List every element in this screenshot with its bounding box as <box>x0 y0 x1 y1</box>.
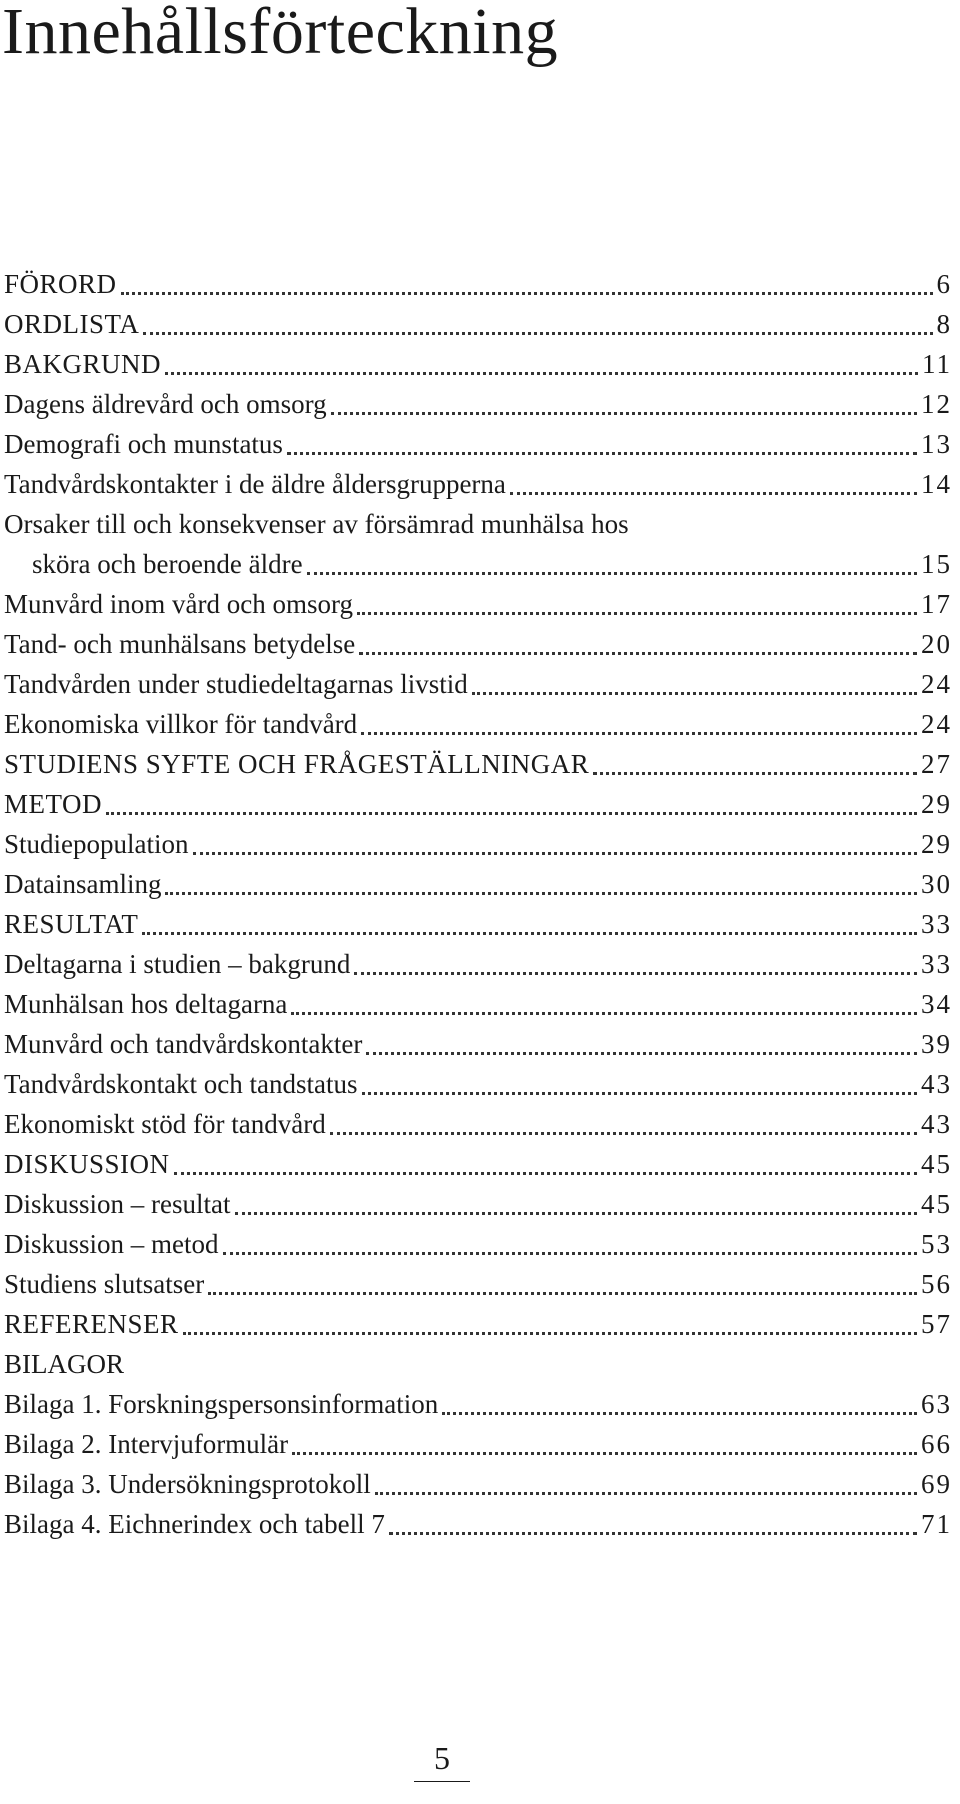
toc-entry-label: Ekonomiska villkor för tandvård <box>4 709 358 740</box>
toc-entry-page: 45 <box>921 1149 952 1180</box>
toc-entry[interactable] <box>4 786 952 826</box>
toc-entry[interactable] <box>4 1466 952 1506</box>
toc-dot-leader <box>165 372 918 375</box>
toc-entry-label: Munhälsan hos deltagarna <box>4 989 288 1020</box>
page-number: 5 <box>434 1740 450 1776</box>
toc-entry[interactable] <box>4 1066 952 1106</box>
toc-entry-label: Bilaga 1. Forskningspersonsinformation <box>4 1389 439 1420</box>
toc-entry[interactable] <box>4 626 952 666</box>
toc-entry-label: Dagens äldrevård och omsorg <box>4 389 327 420</box>
toc-dot-leader <box>121 292 933 295</box>
toc-dot-leader <box>389 1532 917 1535</box>
toc-entry-label: Diskussion – metod <box>4 1229 219 1260</box>
toc-entry-label: Ekonomiskt stöd för tandvård <box>4 1109 326 1140</box>
toc-dot-leader <box>357 612 917 615</box>
toc-entry[interactable] <box>4 546 952 586</box>
toc-entry[interactable] <box>4 1386 952 1426</box>
toc-dot-leader <box>106 812 917 815</box>
toc-entry-label: REFERENSER <box>4 1309 179 1340</box>
toc-entry-page: 14 <box>921 469 952 500</box>
toc-dot-leader <box>593 772 917 775</box>
toc-entry-label: RESULTAT <box>4 909 139 940</box>
toc-entry[interactable] <box>4 1426 952 1466</box>
toc-entry-label: Bilaga 4. Eichnerindex och tabell 7 <box>4 1509 385 1540</box>
toc-entry-label: Deltagarna i studien – bakgrund <box>4 949 351 980</box>
toc-entry-page: 56 <box>921 1269 952 1300</box>
toc-entry-page: 20 <box>921 629 952 660</box>
toc-entry-page: 39 <box>921 1029 952 1060</box>
toc-entry-page: 15 <box>921 549 952 580</box>
toc-entry-page: 30 <box>921 869 952 900</box>
page-number-rule <box>414 1781 470 1782</box>
toc-entry[interactable] <box>4 666 952 706</box>
toc-dot-leader <box>442 1412 917 1415</box>
toc-dot-leader <box>366 1052 917 1055</box>
toc-entry[interactable] <box>4 386 952 426</box>
toc-entry[interactable] <box>4 1346 952 1386</box>
toc-dot-leader <box>359 652 917 655</box>
toc-dot-leader <box>331 412 917 415</box>
toc-dot-leader <box>292 1452 917 1455</box>
toc-dot-leader <box>472 692 917 695</box>
toc-entry-label: sköra och beroende äldre <box>32 549 303 580</box>
toc-entry-page: 66 <box>921 1429 952 1460</box>
toc-dot-leader <box>208 1292 917 1295</box>
toc-entry[interactable] <box>4 906 952 946</box>
toc-entry-label: Tandvården under studiedeltagarnas livstid <box>4 669 468 700</box>
toc-entry[interactable] <box>4 1106 952 1146</box>
toc-entry[interactable] <box>4 306 952 346</box>
toc-entry-page: 12 <box>921 389 952 420</box>
toc-entry-page: 69 <box>921 1469 952 1500</box>
toc-dot-leader <box>223 1252 917 1255</box>
toc-dot-leader <box>330 1132 917 1135</box>
toc-entry[interactable] <box>4 346 952 386</box>
toc-entry-page: 43 <box>921 1069 952 1100</box>
toc-entry-page: 29 <box>921 789 952 820</box>
toc-entry-label: Demografi och munstatus <box>4 429 283 460</box>
toc-entry-label: Studiepopulation <box>4 829 189 860</box>
toc-dot-leader <box>287 452 917 455</box>
toc-entry-page: 33 <box>921 949 952 980</box>
toc-entry[interactable] <box>4 426 952 466</box>
toc-entry-page: 34 <box>921 989 952 1020</box>
toc-dot-leader <box>510 492 917 495</box>
toc-entry-label: Studiens slutsatser <box>4 1269 205 1300</box>
toc-entry[interactable] <box>4 866 952 906</box>
toc-dot-leader <box>143 332 932 335</box>
toc-entry-page: 29 <box>921 829 952 860</box>
toc-entry-label: Tandvårdskontakt och tandstatus <box>4 1069 358 1100</box>
toc-entry-page: 8 <box>936 309 952 340</box>
toc-entry-label: Tandvårdskontakter i de äldre åldersgrupperna <box>4 469 506 500</box>
toc-entry-page: 13 <box>921 429 952 460</box>
toc-entry[interactable] <box>4 506 952 546</box>
toc-entry-label: Munvård och tandvårdskontakter <box>4 1029 363 1060</box>
toc-entry-label: Orsaker till och konsekvenser av försämrad munhälsa hos <box>4 509 629 540</box>
toc-entry[interactable] <box>4 1266 952 1306</box>
toc-entry-page: 27 <box>921 749 952 780</box>
table-of-contents <box>4 266 952 1546</box>
toc-entry-page: 71 <box>921 1509 952 1540</box>
toc-entry-page: 57 <box>921 1309 952 1340</box>
toc-dot-leader <box>165 892 917 895</box>
toc-dot-leader <box>291 1012 917 1015</box>
toc-entry[interactable] <box>4 1226 952 1266</box>
toc-entry-label: Munvård inom vård och omsorg <box>4 589 353 620</box>
toc-dot-leader <box>362 1092 917 1095</box>
toc-entry[interactable] <box>4 706 952 746</box>
toc-entry-label: Tand- och munhälsans betydelse <box>4 629 356 660</box>
toc-entry-label: Diskussion – resultat <box>4 1189 231 1220</box>
toc-entry-page: 53 <box>921 1229 952 1260</box>
toc-dot-leader <box>193 852 918 855</box>
toc-entry-label: ORDLISTA <box>4 309 140 340</box>
toc-entry-page: 43 <box>921 1109 952 1140</box>
toc-entry-page: 11 <box>922 349 952 380</box>
toc-entry-label: Bilaga 3. Undersökningsprotokoll <box>4 1469 371 1500</box>
toc-entry-label: Bilaga 2. Intervjuformulär <box>4 1429 289 1460</box>
toc-dot-leader <box>307 572 917 575</box>
toc-entry-page: 6 <box>936 269 952 300</box>
toc-entry[interactable] <box>4 946 952 986</box>
toc-entry-page: 63 <box>921 1389 952 1420</box>
toc-entry[interactable] <box>4 746 952 786</box>
page-title: Innehållsförteckning <box>2 0 559 68</box>
toc-entry-label: STUDIENS SYFTE OCH FRÅGESTÄLLNINGAR <box>4 749 590 780</box>
toc-entry-label: DISKUSSION <box>4 1149 170 1180</box>
toc-entry-page: 33 <box>921 909 952 940</box>
toc-entry-page: 24 <box>921 669 952 700</box>
toc-entry-label: Datainsamling <box>4 869 162 900</box>
toc-dot-leader <box>235 1212 918 1215</box>
toc-entry[interactable] <box>4 466 952 506</box>
toc-entry[interactable] <box>4 986 952 1026</box>
toc-dot-leader <box>183 1332 917 1335</box>
toc-entry[interactable] <box>4 1146 952 1186</box>
toc-entry[interactable] <box>4 826 952 866</box>
toc-entry-label: BILAGOR <box>4 1349 124 1380</box>
toc-dot-leader <box>174 1172 917 1175</box>
toc-entry[interactable] <box>4 266 952 306</box>
toc-entry-label: METOD <box>4 789 103 820</box>
toc-entry-label: BAKGRUND <box>4 349 162 380</box>
toc-dot-leader <box>142 932 917 935</box>
toc-entry-page: 45 <box>921 1189 952 1220</box>
toc-entry[interactable] <box>4 1026 952 1066</box>
toc-entry[interactable] <box>4 1506 952 1546</box>
toc-entry-label: FÖRORD <box>4 269 117 300</box>
toc-entry-page: 24 <box>921 709 952 740</box>
toc-entry[interactable] <box>4 586 952 626</box>
toc-dot-leader <box>354 972 917 975</box>
toc-dot-leader <box>361 732 917 735</box>
toc-entry[interactable] <box>4 1186 952 1226</box>
toc-entry[interactable] <box>4 1306 952 1346</box>
toc-dot-leader <box>375 1492 917 1495</box>
toc-entry-page: 17 <box>921 589 952 620</box>
